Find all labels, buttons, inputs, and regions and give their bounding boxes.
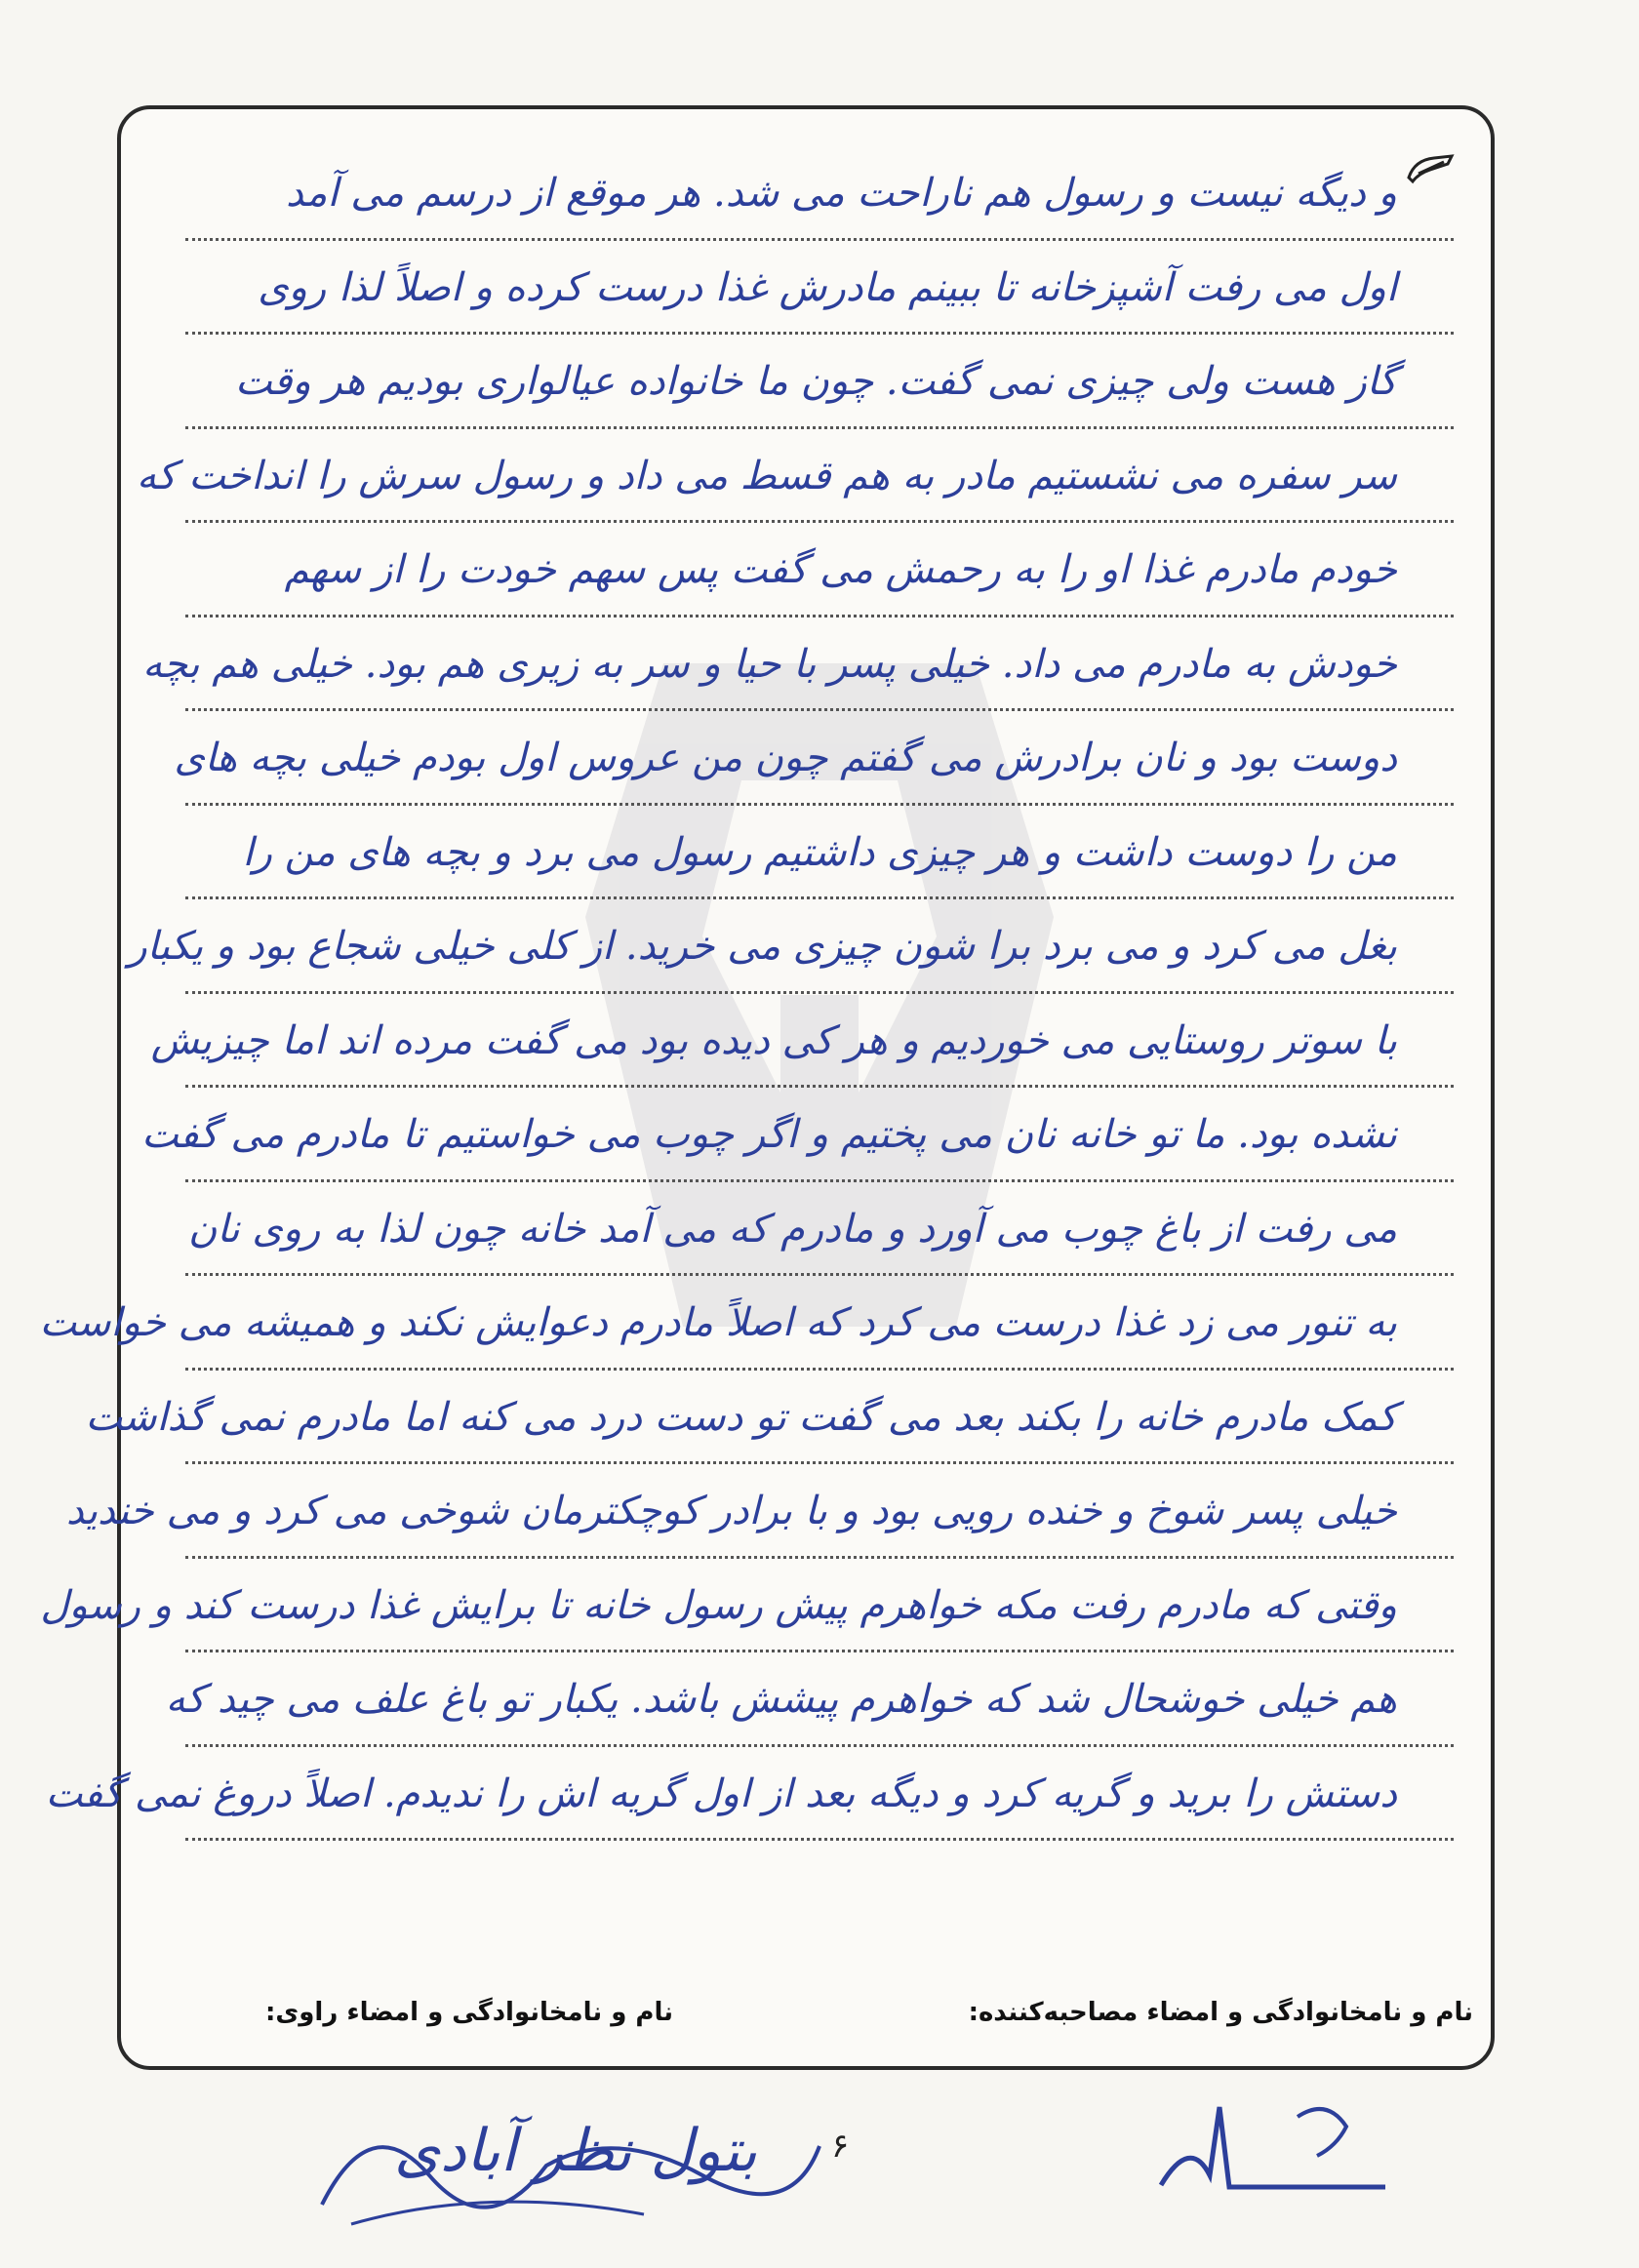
handwritten-line: خودم مادرم غذا او را به رحمش می گفت پس سهم خودت را از سهم [185,523,1454,617]
narrator-signature-name: بتول نظر آبادی [394,2117,757,2185]
handwritten-line: نشده بود. ما تو خانه نان می پختیم و اگر چوب می خواستیم تا مادرم می گفت [185,1088,1454,1182]
interviewer-signature-icon [1122,2078,1415,2224]
handwritten-line: می رفت از باغ چوب می آورد و مادرم که می آمد خانه چون لذا به روی نان [185,1182,1454,1277]
page-number: ۶ [831,2127,850,2166]
handwritten-line: به تنور می زد غذا درست می کرد که اصلاً مادرم دعوایش نکند و همیشه می خواست [185,1276,1454,1371]
handwritten-lines [39,146,1454,1841]
handwritten-line: من را دوست داشت و هر چیزی داشتیم رسول می برد و بچه های من را [185,806,1454,900]
handwritten-line: و دیگه نیست و رسول هم ناراحت می شد. هر موقع از درسم می آمد [185,146,1454,241]
handwritten-line: وقتی که مادرم رفت مکه خواهرم پیش رسول خانه تا برایش غذا درست کند و رسول [185,1559,1454,1653]
narrator-signature-label: نام و نامخانوادگی و امضاء راوی: [265,1998,673,2027]
handwritten-line: اول می رفت آشپزخانه تا ببینم مادرش غذا درست کرده و اصلاً لذا روی [185,241,1454,336]
handwritten-line: سر سفره می نشستیم مادر به هم قسط می داد و رسول سرش را انداخت که [185,429,1454,524]
handwritten-line: کمک مادرم خانه را بکند بعد می گفت تو دست درد می کنه اما مادرم نمی گذاشت [185,1371,1454,1465]
handwritten-line: هم خیلی خوشحال شد که خواهرم پیشش باشد. یکبار تو باغ علف می چید که [185,1652,1454,1747]
handwritten-line: دوست بود و نان برادرش می گفتم چون من عروس اول بودم خیلی بچه های [185,711,1454,806]
handwritten-line: خودش به مادرم می داد. خیلی پسر با حیا و سر به زیری هم بود. خیلی هم بچه [185,617,1454,712]
handwritten-line: با سوتر روستایی می خوردیم و هر کی دیده بود می گفت مرده اند اما چیزیش [185,994,1454,1089]
handwritten-line: دستش را برید و گریه کرد و دیگه بعد از اول گریه اش را ندیدم. اصلاً دروغ نمی گفت [185,1747,1454,1842]
handwritten-line: خیلی پسر شوخ و خنده رویی بود و با برادر کوچکترمان شوخی می کرد و می خندید [185,1464,1454,1559]
handwritten-line: گاز هست ولی چیزی نمی گفت. چون ما خانواده عیالواری بودیم هر وقت [185,335,1454,429]
handwritten-line: بغل می کرد و می برد برا شون چیزی می خرید. از کلی خیلی شجاع بود و یکبار [185,899,1454,994]
interviewer-signature-label: نام و نامخانوادگی و امضاء مصاحبه‌کننده: [968,1998,1473,2027]
